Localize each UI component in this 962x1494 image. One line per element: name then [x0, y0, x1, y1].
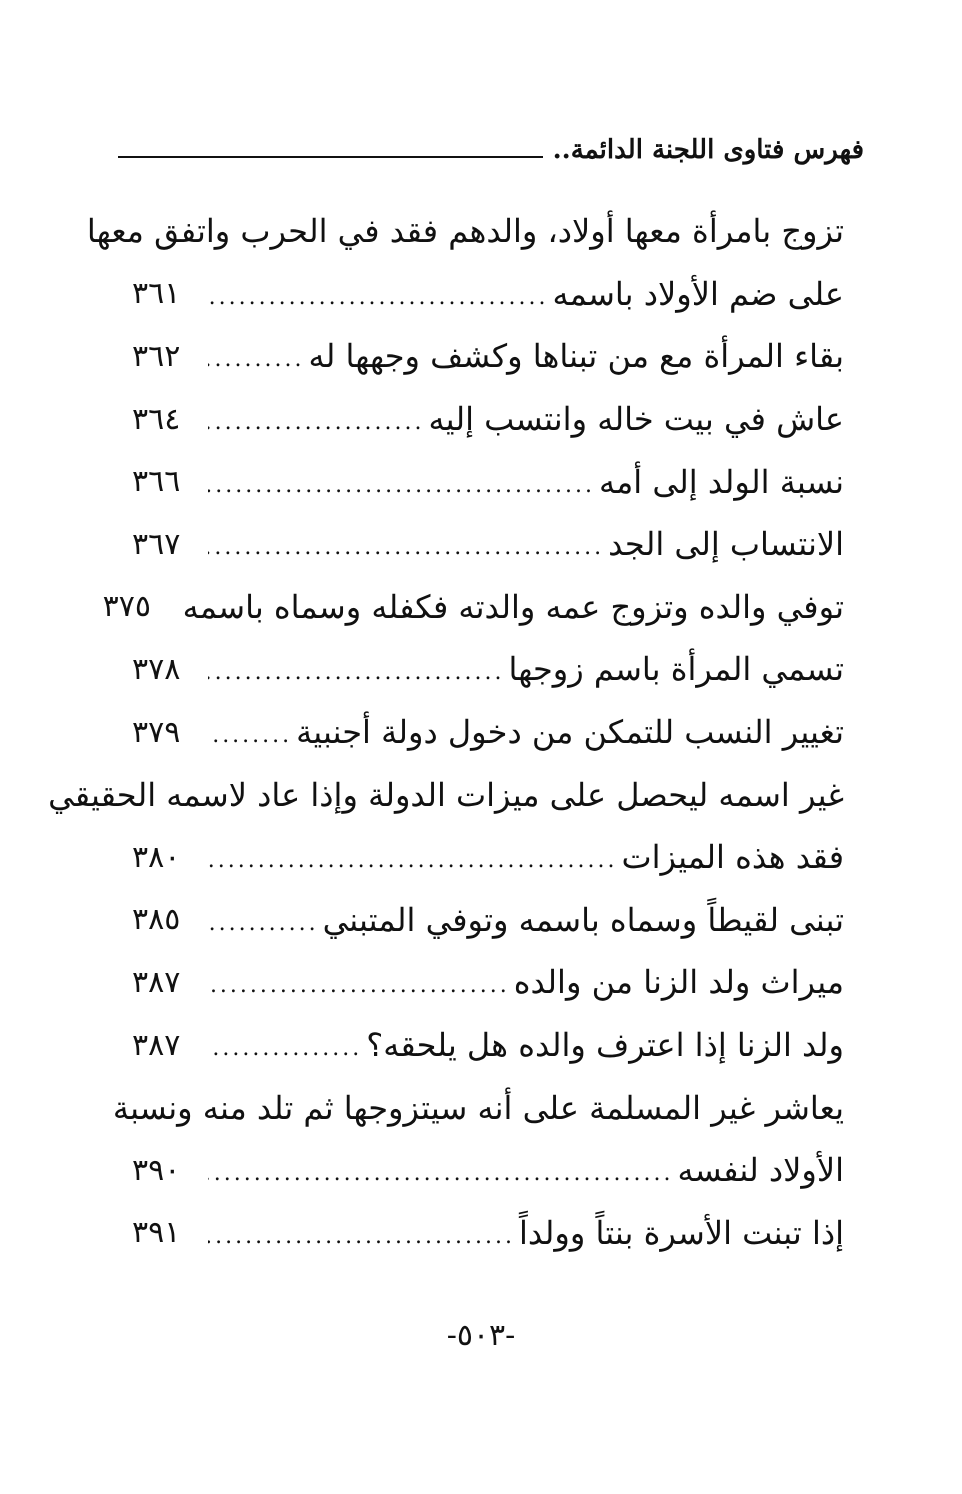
index-entry: [132, 1139, 844, 1202]
index-entry-page: ٣٧٨: [132, 651, 181, 687]
index-entry: [132, 638, 844, 701]
index-entry-page: ٣٧٥: [102, 589, 151, 625]
index-entry-text: بقاء المرأة مع من تبناها وكشف وجهها له: [308, 337, 844, 376]
index-entry-page: ٣٨٧: [132, 1027, 181, 1063]
index-entry-page: ٣٦٦: [132, 464, 181, 500]
index-entry: [132, 1014, 844, 1077]
index-entry-text: نسبة الولد إلى أمه: [599, 462, 844, 501]
index-entry-page: ٣٨٧: [132, 964, 181, 1000]
index-entry: [86, 200, 844, 263]
running-header: [118, 128, 864, 172]
dot-leader: [208, 1217, 515, 1249]
running-header-title: فهرس فتاوى اللجنة الدائمة..: [552, 135, 864, 165]
index-entry: [48, 763, 844, 826]
index-entry-page: ٣٨٠: [132, 839, 181, 875]
dot-leader: [208, 904, 319, 936]
index-entry: [132, 325, 844, 388]
dot-leader: [208, 841, 617, 873]
index-entry-page: ٣٦٤: [132, 401, 181, 437]
index-entry-text: تغيير النسب للتمكن من دخول دولة أجنبية: [296, 713, 844, 752]
index-entry: [132, 388, 844, 451]
index-entry-text: الأولاد لنفسه: [677, 1151, 844, 1190]
index-list: [48, 200, 844, 1264]
index-entry-text: الانتساب إلى الجد: [608, 525, 844, 564]
index-entry: [132, 701, 844, 764]
index-entry-text: فقد هذه الميزات: [621, 838, 844, 877]
dot-leader: [208, 653, 504, 685]
index-entry-text: ولد الزنا إذا اعترف والده هل يلحقه؟: [366, 1026, 844, 1065]
index-entry: [132, 889, 844, 952]
dot-leader: [208, 716, 292, 748]
index-entry-text: على ضم الأولاد باسمه: [552, 274, 844, 313]
dot-leader: [208, 1029, 362, 1061]
index-entry-text: غير اسمه ليحصل على ميزات الدولة وإذا عاد لاسمه الحقيقي: [48, 775, 844, 814]
index-entry: [132, 826, 844, 889]
index-entry-text: تسمي المرأة باسم زوجها: [508, 650, 844, 689]
index-entry-text: إذا تبنت الأسرة بنتاً وولداً: [518, 1213, 844, 1252]
index-entry: [132, 513, 844, 576]
dot-leader: [208, 466, 595, 498]
index-entry-page: ٣٧٩: [132, 714, 181, 750]
index-entry: [132, 263, 844, 326]
index-entry-text: تزوج بامرأة معها أولاد، والدهم فقد في الحرب واتفق معها: [86, 212, 844, 251]
index-entry-text: ميراث ولد الزنا من والده: [513, 963, 844, 1002]
index-entry-page: ٣٦٢: [132, 338, 181, 374]
dot-leader: [208, 1154, 673, 1186]
index-entry-text: يعاشر غير المسلمة على أنه سيتزوجها ثم تلد منه ونسبة: [112, 1088, 844, 1127]
index-entry-page: ٣٩٠: [132, 1152, 181, 1188]
dot-leader: [208, 278, 548, 310]
dot-leader: [208, 340, 304, 372]
index-entry-text: توفي والده وتزوج عمه والدته فكفله وسماه باسمه: [182, 587, 844, 626]
index-entry: [102, 576, 844, 639]
index-entry-text: تبنى لقيطاً وسماه باسمه وتوفي المتبني: [322, 900, 844, 939]
index-entry-page: ٣٨٥: [132, 902, 181, 938]
dot-leader: [208, 403, 425, 435]
index-entry-text: عاش في بيت خاله وانتسب إليه: [428, 400, 844, 439]
dot-leader: [208, 528, 604, 560]
page-number: -٥٠٣-: [446, 1318, 516, 1353]
index-entry: [112, 1076, 844, 1139]
dot-leader: [208, 966, 510, 998]
header-rule: [118, 156, 543, 158]
index-entry-page: ٣٩١: [132, 1215, 181, 1251]
index-entry: [132, 951, 844, 1014]
index-entry-page: ٣٦١: [132, 276, 181, 312]
index-entry: [132, 1202, 844, 1265]
index-entry-page: ٣٦٧: [132, 526, 181, 562]
index-entry: [132, 450, 844, 513]
